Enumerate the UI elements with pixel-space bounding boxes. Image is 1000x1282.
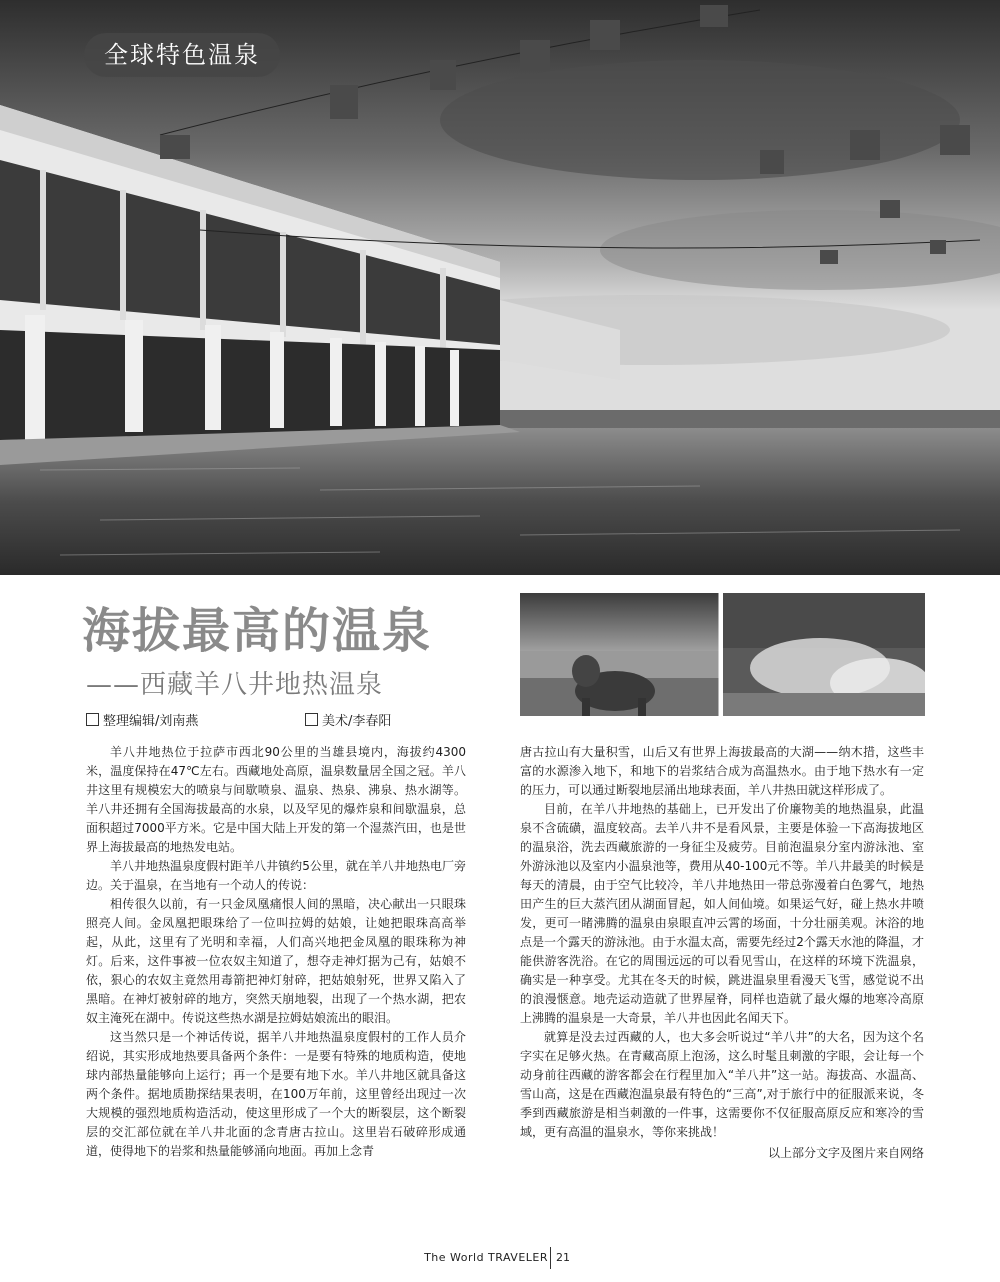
article-subtitle: ——西藏羊八井地热温泉 (86, 670, 384, 700)
page-footer (0, 1251, 1000, 1271)
inset-photo-svg (520, 593, 925, 716)
credit-editor-text: 整理编辑/刘南燕 (103, 714, 199, 729)
page-number: 21 (556, 1251, 570, 1264)
checkbox-icon (305, 713, 318, 726)
hot-spring-pool-photo (0, 0, 1000, 575)
credit-art-text: 美术/李春阳 (322, 714, 392, 729)
paragraph: 目前，在羊八井地热的基础上，已开发出了价廉物美的地热温泉，此温泉不含硫磺，温度较高。去羊八井不是看风景，主要是体验一下高海拔地区的温泉浴，洗去西藏旅游的一身征尘及疲劳。目前泡温泉分室内游泳池、室外游泳池以及室内小温泉池等，费用从40-100元不等。羊八井最美的时候是每天的清晨，由于空气比较冷，羊八井地热田一带总弥漫着白色雾气，地热田产生的巨大蒸汽团从湖面冒起，如人间仙境。如果运气好，碰上热水井喷发，更可一睹沸腾的温泉由泉眼直冲云霄的场面，十分壮丽美观。沐浴的地点是一个露天的游泳池。由于水温太高，需要先经过2个露天水池的降温，才能供游客洗浴。在它的周围远远的可以看见雪山，在这样的环境下洗温泉，确实是一种享受。尤其在冬天的时候，跳进温泉里看漫天飞雪，感觉说不出的浪漫惬意。地壳运动造就了世界屋脊，同样也造就了最火爆的地寒冷高原上沸腾的温泉是一大奇景，羊八井也因此名闻天下。 (520, 802, 924, 1025)
body-column-right (520, 743, 924, 1163)
paragraph: 相传很久以前，有一只金凤凰痛恨人间的黑暗，决心献出一只眼珠照亮人间。金凤凰把眼珠给了一位叫拉姆的姑娘，让她把眼珠高高举起，从此，这里有了光明和幸福，人们高兴地把金凤凰的眼珠称为神灯。后来，这件事被一位农奴主知道了，想夺走神灯据为己有，姑娘不依，狠心的农奴主竟然用毒箭把神灯射碎，把姑娘射死，世界又陷入了黑暗。在神灯被射碎的地方，突然天崩地裂，出现了一个热水湖，把农奴主淹死在湖中。传说这些热水湖是拉姆姑娘流出的眼泪。 (86, 897, 466, 1025)
magazine-name: The World TRAVELER (424, 1251, 548, 1264)
paragraph: 羊八井地热温泉度假村距羊八井镇约5公里，就在羊八井地热电厂旁边。关于温泉，在当地有一个动人的传说： (86, 859, 466, 892)
inset-photos (520, 593, 925, 716)
credit-art (305, 710, 391, 729)
paragraph: 唐古拉山有大量积雪，山后又有世界上海拔最高的大湖——纳木措，这些丰富的水源渗入地下，和地下的岩浆结合成为高温热水。由于地下热水有一定的压力，可以通过断裂地层涌出地球表面，羊八井热田就这样形成了。 (520, 745, 924, 797)
checkbox-icon (86, 713, 99, 726)
section-tag: 全球特色温泉 (84, 33, 280, 77)
paragraph: 这当然只是一个神话传说，据羊八井地热温泉度假村的工作人员介绍说，其实形成地热要具备两个条件：一是要有特殊的地质构造，使地球内部热量能够向上运行；再一个是要有地下水。羊八井地区就具备这两个条件。据地质勘探结果表明，在100万年前，这里曾经出现过一次大规模的强烈地质构造活动，使这里形成了一个大的断裂层，这个断裂层的交汇部位就在羊八井北面的念青唐古拉山。这里岩石破碎形成通道，使得地下的岩浆和热量能够涌向地面。再加上念青 (86, 1030, 466, 1158)
source-note: 以上部分文字及图片来自网络 (767, 1146, 924, 1160)
credit-editor (86, 710, 198, 729)
body-column-left (86, 743, 466, 1161)
hero-photo (0, 0, 1000, 575)
paragraph: 就算是没去过西藏的人，也大多会听说过“羊八井”的大名，因为这个名字实在足够火热。在青藏高原上泡汤，这么时髦且刺激的字眼，会让每一个动身前往西藏的游客都会在行程里加入“羊八井”这一站。海拔高、水温高、雪山高，这是在西藏泡温泉最有特色的“三高”,对于旅行中的征服派来说，冬季到西藏旅游是相当刺激的一件事，这需要你不仅征服高原反应和寒冷的雪域，更有高温的温泉水，等你来挑战！ (520, 1030, 924, 1139)
paragraph: 羊八井地热位于拉萨市西北90公里的当雄县境内，海拔约4300米，温度保持在47℃左右。西藏地处高原，温泉数量居全国之冠。羊八井这里有规模宏大的喷泉与间歇喷泉、温泉、热泉、沸泉、热水湖等。羊八井还拥有全国海拔最高的水泉，以及罕见的爆炸泉和间歇温泉，总面积超过7000平方米。它是中国大陆上开发的第一个湿蒸汽田，也是世界上海拔最高的地热发电站。 (86, 745, 466, 854)
article-title: 海拔最高的温泉 (82, 603, 433, 659)
footer-divider (550, 1247, 551, 1269)
